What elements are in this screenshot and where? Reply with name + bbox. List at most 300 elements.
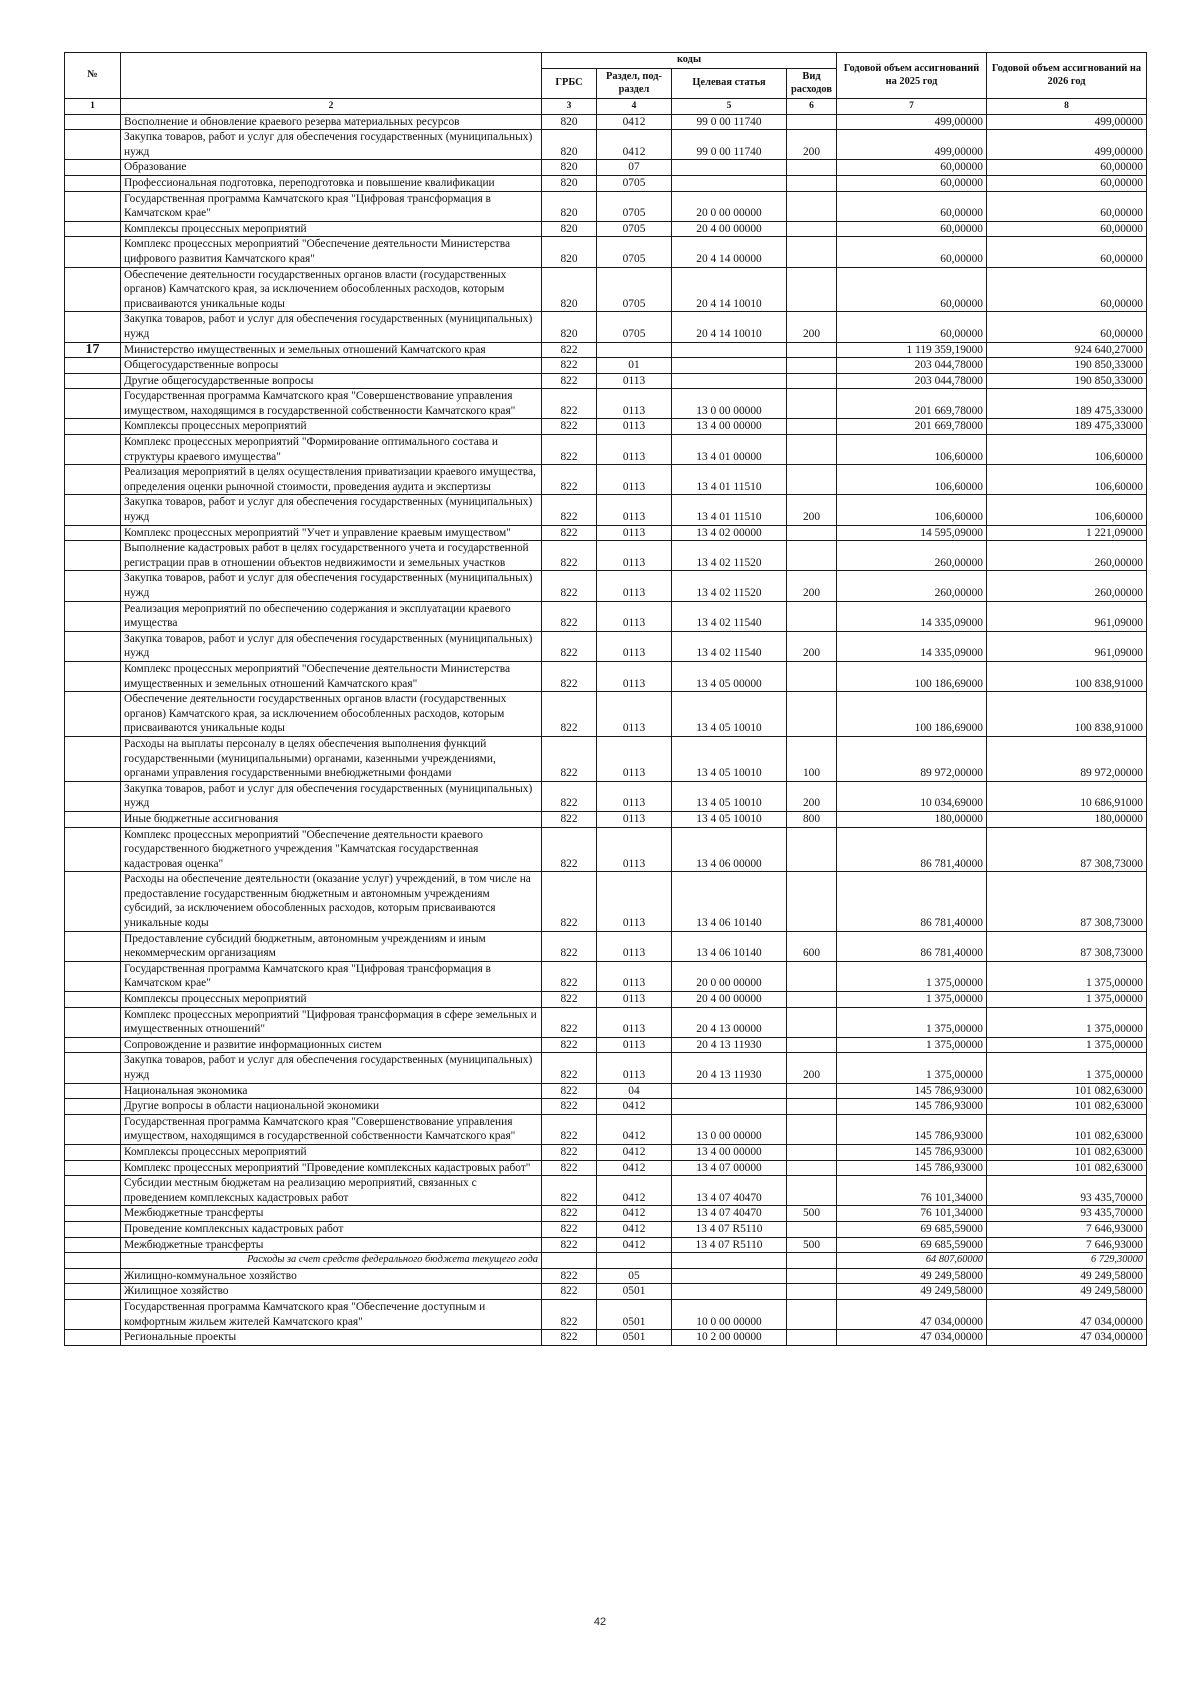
section-code: 0412 (597, 130, 672, 160)
section-code: 0705 (597, 267, 672, 312)
row-number (65, 1330, 121, 1346)
target-article-code: 13 4 06 10140 (672, 931, 787, 961)
grbs-code: 822 (542, 1299, 597, 1329)
grbs-code: 822 (542, 811, 597, 827)
table-row (65, 237, 1147, 267)
amount-2025: 1 375,00000 (837, 961, 987, 991)
target-article-code: 99 0 00 11740 (672, 114, 787, 130)
grbs-code: 822 (542, 992, 597, 1008)
expense-name: Государственная программа Камчатского края "Цифровая трансформация в Камчатском крае" (121, 191, 542, 221)
expense-type-code (787, 1253, 837, 1269)
amount-2026: 1 375,00000 (987, 961, 1147, 991)
target-article-code: 13 4 02 11540 (672, 601, 787, 631)
expense-type-code (787, 1299, 837, 1329)
expense-name: Расходы на выплаты персоналу в целях обеспечения выполнения функций государственными (муниципальными) органами, казенными учреждениями, органами управления государственными внебюджетными фондами (121, 736, 542, 781)
section-code: 0113 (597, 601, 672, 631)
expense-name: Национальная экономика (121, 1083, 542, 1099)
row-number (65, 465, 121, 495)
col-index: 6 (787, 99, 837, 115)
amount-2026: 60,00000 (987, 160, 1147, 176)
budget-sheet (64, 52, 1146, 1346)
section-code: 0705 (597, 191, 672, 221)
amount-2026: 106,60000 (987, 435, 1147, 465)
amount-2026: 60,00000 (987, 175, 1147, 191)
amount-2025: 106,60000 (837, 495, 987, 525)
target-article-code: 20 4 14 00000 (672, 237, 787, 267)
expense-name: Расходы за счет средств федерального бюджета текущего года (121, 1253, 542, 1269)
row-number (65, 1268, 121, 1284)
target-article-code: 20 0 00 00000 (672, 191, 787, 221)
amount-2026: 101 082,63000 (987, 1083, 1147, 1099)
expense-type-code (787, 237, 837, 267)
table-row (65, 811, 1147, 827)
section-code: 0113 (597, 495, 672, 525)
target-article-code (672, 1083, 787, 1099)
amount-2026: 101 082,63000 (987, 1144, 1147, 1160)
expense-name: Образование (121, 160, 542, 176)
expense-type-code: 200 (787, 781, 837, 811)
amount-2025: 69 685,59000 (837, 1237, 987, 1253)
row-number (65, 601, 121, 631)
col-index: 3 (542, 99, 597, 115)
section-code: 0113 (597, 373, 672, 389)
expense-type-code: 200 (787, 495, 837, 525)
grbs-code: 822 (542, 495, 597, 525)
target-article-code (672, 342, 787, 358)
amount-2025: 86 781,40000 (837, 872, 987, 931)
table-row (65, 373, 1147, 389)
table-row (65, 827, 1147, 872)
expense-type-code: 200 (787, 312, 837, 342)
amount-2025: 89 972,00000 (837, 736, 987, 781)
expense-name: Закупка товаров, работ и услуг для обеспечения государственных (муниципальных) нужд (121, 571, 542, 601)
row-number (65, 389, 121, 419)
amount-2026: 1 221,09000 (987, 525, 1147, 541)
amount-2025: 499,00000 (837, 130, 987, 160)
header-target: Целевая статья (672, 69, 787, 99)
amount-2026: 190 850,33000 (987, 373, 1147, 389)
row-number (65, 961, 121, 991)
expense-type-code (787, 1037, 837, 1053)
row-number (65, 495, 121, 525)
expense-name: Государственная программа Камчатского края "Обеспечение доступным и комфортным жильем жителей Камчатского края" (121, 1299, 542, 1329)
expense-type-code (787, 1160, 837, 1176)
target-article-code: 13 4 00 00000 (672, 1144, 787, 1160)
grbs-code: 822 (542, 342, 597, 358)
expense-name: Выполнение кадастровых работ в целях государственного учета и государственной регистрации прав в отношении объектов недвижимости и земельных участков (121, 541, 542, 571)
table-row (65, 1007, 1147, 1037)
grbs-code: 822 (542, 1330, 597, 1346)
section-code: 0412 (597, 114, 672, 130)
row-number (65, 571, 121, 601)
expense-name: Профессиональная подготовка, переподготовка и повышение квалификации (121, 175, 542, 191)
expense-type-code (787, 175, 837, 191)
table-row (65, 1160, 1147, 1176)
section-code: 0501 (597, 1299, 672, 1329)
target-article-code: 13 4 05 00000 (672, 661, 787, 691)
row-number (65, 419, 121, 435)
amount-2026: 180,00000 (987, 811, 1147, 827)
row-number (65, 1083, 121, 1099)
table-row (65, 1083, 1147, 1099)
expense-name: Комплексы процессных мероприятий (121, 221, 542, 237)
amount-2025: 60,00000 (837, 237, 987, 267)
amount-2025: 1 119 359,19000 (837, 342, 987, 358)
amount-2025: 47 034,00000 (837, 1330, 987, 1346)
col-index: 4 (597, 99, 672, 115)
section-code: 0113 (597, 435, 672, 465)
expense-type-code (787, 342, 837, 358)
amount-2025: 60,00000 (837, 175, 987, 191)
row-number (65, 1206, 121, 1222)
table-row (65, 872, 1147, 931)
row-number (65, 1221, 121, 1237)
amount-2025: 499,00000 (837, 114, 987, 130)
target-article-code: 20 4 00 00000 (672, 992, 787, 1008)
grbs-code: 820 (542, 267, 597, 312)
section-code: 0113 (597, 692, 672, 737)
expense-type-code (787, 1083, 837, 1099)
section-code: 0113 (597, 736, 672, 781)
row-number (65, 1114, 121, 1144)
grbs-code: 822 (542, 571, 597, 601)
expense-type-code: 800 (787, 811, 837, 827)
section-code: 0412 (597, 1144, 672, 1160)
expense-name: Министерство имущественных и земельных отношений Камчатского края (121, 342, 542, 358)
target-article-code: 20 0 00 00000 (672, 961, 787, 991)
amount-2026: 47 034,00000 (987, 1299, 1147, 1329)
expense-type-code (787, 601, 837, 631)
expense-name: Комплексы процессных мероприятий (121, 992, 542, 1008)
row-number (65, 267, 121, 312)
amount-2025: 145 786,93000 (837, 1160, 987, 1176)
row-number (65, 435, 121, 465)
grbs-code: 822 (542, 1037, 597, 1053)
grbs-code: 822 (542, 1237, 597, 1253)
grbs-code: 822 (542, 1114, 597, 1144)
expense-name: Субсидии местным бюджетам на реализацию мероприятий, связанных с проведением комплексных кадастровых работ (121, 1176, 542, 1206)
amount-2025: 203 044,78000 (837, 358, 987, 374)
expense-name: Государственная программа Камчатского края "Цифровая трансформация в Камчатском крае" (121, 961, 542, 991)
expense-type-code (787, 692, 837, 737)
amount-2025: 49 249,58000 (837, 1284, 987, 1300)
target-article-code: 20 4 14 10010 (672, 312, 787, 342)
target-article-code (672, 1253, 787, 1269)
target-article-code (672, 1268, 787, 1284)
amount-2025: 49 249,58000 (837, 1268, 987, 1284)
expense-name: Региональные проекты (121, 1330, 542, 1346)
expense-name: Реализация мероприятий в целях осуществления приватизации краевого имущества, определения оценки рыночной стоимости, проведения аудита и экспертизы (121, 465, 542, 495)
amount-2025: 14 595,09000 (837, 525, 987, 541)
row-number (65, 1007, 121, 1037)
target-article-code: 13 4 01 11510 (672, 465, 787, 495)
header-name-blank (121, 53, 542, 99)
header-2026: Годовой объем ассигнований на 2026 год (987, 53, 1147, 99)
amount-2025: 260,00000 (837, 571, 987, 601)
expense-type-code (787, 419, 837, 435)
row-number (65, 661, 121, 691)
row-number (65, 631, 121, 661)
expense-name: Проведение комплексных кадастровых работ (121, 1221, 542, 1237)
section-code: 0501 (597, 1284, 672, 1300)
amount-2025: 180,00000 (837, 811, 987, 827)
amount-2025: 260,00000 (837, 541, 987, 571)
amount-2025: 106,60000 (837, 435, 987, 465)
amount-2026: 499,00000 (987, 130, 1147, 160)
expense-type-code: 500 (787, 1237, 837, 1253)
expense-type-code: 500 (787, 1206, 837, 1222)
table-row (65, 267, 1147, 312)
expense-name: Обеспечение деятельности государственных органов власти (государственных органов) Камчатского края, за исключением обособленных расходов, которым присваиваются уникальные коды (121, 267, 542, 312)
grbs-code: 820 (542, 130, 597, 160)
table-row (65, 525, 1147, 541)
row-number (65, 175, 121, 191)
expense-type-code (787, 389, 837, 419)
amount-2026: 93 435,70000 (987, 1176, 1147, 1206)
expense-type-code (787, 1330, 837, 1346)
row-number (65, 872, 121, 931)
target-article-code: 13 4 07 00000 (672, 1160, 787, 1176)
grbs-code: 822 (542, 1083, 597, 1099)
section-code: 0113 (597, 992, 672, 1008)
grbs-code: 822 (542, 1160, 597, 1176)
amount-2026: 60,00000 (987, 191, 1147, 221)
amount-2025: 47 034,00000 (837, 1299, 987, 1329)
amount-2025: 145 786,93000 (837, 1099, 987, 1115)
amount-2025: 201 669,78000 (837, 389, 987, 419)
expense-type-code (787, 1268, 837, 1284)
expense-type-code (787, 1099, 837, 1115)
row-number (65, 373, 121, 389)
amount-2026: 190 850,33000 (987, 358, 1147, 374)
grbs-code: 822 (542, 931, 597, 961)
table-row (65, 1237, 1147, 1253)
amount-2025: 76 101,34000 (837, 1206, 987, 1222)
amount-2026: 924 640,27000 (987, 342, 1147, 358)
target-article-code: 13 4 05 10010 (672, 736, 787, 781)
row-number (65, 811, 121, 827)
header-2025: Годовой объем ассигнований на 2025 год (837, 53, 987, 99)
row-number (65, 1160, 121, 1176)
expense-type-code (787, 827, 837, 872)
table-row (65, 571, 1147, 601)
row-number (65, 1284, 121, 1300)
target-article-code: 13 4 02 11520 (672, 541, 787, 571)
expense-type-code (787, 191, 837, 221)
expense-name: Обеспечение деятельности государственных органов власти (государственных органов) Камчатского края, за исключением обособленных расходов, которым присваиваются уникальные коды (121, 692, 542, 737)
expense-name: Комплекс процессных мероприятий "Цифровая трансформация в сфере земельных и имущественных отношений" (121, 1007, 542, 1037)
amount-2026: 89 972,00000 (987, 736, 1147, 781)
grbs-code: 820 (542, 221, 597, 237)
grbs-code: 822 (542, 661, 597, 691)
section-code: 0113 (597, 781, 672, 811)
row-number (65, 827, 121, 872)
table-row (65, 1299, 1147, 1329)
expense-name: Жилищное хозяйство (121, 1284, 542, 1300)
section-code: 0412 (597, 1176, 672, 1206)
amount-2026: 260,00000 (987, 541, 1147, 571)
table-row (65, 631, 1147, 661)
grbs-code: 822 (542, 827, 597, 872)
amount-2026: 106,60000 (987, 465, 1147, 495)
amount-2026: 87 308,73000 (987, 872, 1147, 931)
row-number (65, 221, 121, 237)
table-row (65, 781, 1147, 811)
grbs-code: 822 (542, 1284, 597, 1300)
target-article-code: 20 4 13 00000 (672, 1007, 787, 1037)
amount-2026: 189 475,33000 (987, 389, 1147, 419)
expense-type-code: 200 (787, 571, 837, 601)
row-number (65, 736, 121, 781)
table-row (65, 541, 1147, 571)
amount-2026: 961,09000 (987, 601, 1147, 631)
target-article-code: 13 4 05 10010 (672, 811, 787, 827)
amount-2025: 60,00000 (837, 312, 987, 342)
table-row (65, 1037, 1147, 1053)
amount-2026: 49 249,58000 (987, 1268, 1147, 1284)
section-code: 0113 (597, 961, 672, 991)
section-code: 0412 (597, 1099, 672, 1115)
table-row (65, 692, 1147, 737)
grbs-code: 822 (542, 358, 597, 374)
amount-2025: 100 186,69000 (837, 692, 987, 737)
amount-2025: 14 335,09000 (837, 601, 987, 631)
section-code: 0113 (597, 811, 672, 827)
expense-name: Межбюджетные трансферты (121, 1237, 542, 1253)
expense-type-code (787, 1114, 837, 1144)
grbs-code: 822 (542, 601, 597, 631)
grbs-code: 822 (542, 631, 597, 661)
target-article-code: 13 4 06 00000 (672, 827, 787, 872)
grbs-code: 822 (542, 541, 597, 571)
amount-2025: 203 044,78000 (837, 373, 987, 389)
expense-name: Закупка товаров, работ и услуг для обеспечения государственных (муниципальных) нужд (121, 1053, 542, 1083)
section-code: 0113 (597, 827, 672, 872)
amount-2025: 145 786,93000 (837, 1114, 987, 1144)
expense-name: Жилищно-коммунальное хозяйство (121, 1268, 542, 1284)
section-code: 01 (597, 358, 672, 374)
amount-2026: 1 375,00000 (987, 1007, 1147, 1037)
table-row (65, 961, 1147, 991)
grbs-code: 822 (542, 1268, 597, 1284)
amount-2026: 87 308,73000 (987, 827, 1147, 872)
table-row (65, 419, 1147, 435)
section-code: 0113 (597, 1053, 672, 1083)
amount-2026: 7 646,93000 (987, 1237, 1147, 1253)
row-number (65, 312, 121, 342)
expense-name: Расходы на обеспечение деятельности (оказание услуг) учреждений, в том числе на предоставление государственным бюджетным и автономным учреждениям субсидий, за исключением обособленных расходов, которым присваиваются уникальные коды (121, 872, 542, 931)
table-row (65, 1330, 1147, 1346)
amount-2026: 87 308,73000 (987, 931, 1147, 961)
section-code: 0113 (597, 541, 672, 571)
expense-type-code (787, 1221, 837, 1237)
grbs-code: 820 (542, 191, 597, 221)
expense-type-code: 200 (787, 631, 837, 661)
expense-type-code (787, 267, 837, 312)
section-code: 0412 (597, 1237, 672, 1253)
table-row (65, 1253, 1147, 1269)
row-number (65, 114, 121, 130)
amount-2025: 60,00000 (837, 221, 987, 237)
amount-2025: 86 781,40000 (837, 931, 987, 961)
section-code: 0113 (597, 631, 672, 661)
section-code: 0113 (597, 661, 672, 691)
grbs-code: 822 (542, 435, 597, 465)
expense-type-code (787, 1284, 837, 1300)
row-number (65, 191, 121, 221)
target-article-code (672, 1099, 787, 1115)
grbs-code (542, 1253, 597, 1269)
col-index: 8 (987, 99, 1147, 115)
grbs-code: 822 (542, 1176, 597, 1206)
grbs-code: 822 (542, 419, 597, 435)
section-code: 04 (597, 1083, 672, 1099)
table-row (65, 175, 1147, 191)
expense-name: Реализация мероприятий по обеспечению содержания и эксплуатации краевого имущества (121, 601, 542, 631)
amount-2026: 961,09000 (987, 631, 1147, 661)
row-number (65, 1037, 121, 1053)
row-number (65, 130, 121, 160)
target-article-code: 13 4 02 11540 (672, 631, 787, 661)
expense-name: Комплекс процессных мероприятий "Обеспечение деятельности краевого государственного бюджетного учреждения "Камчатская государственная кадастровая оценка" (121, 827, 542, 872)
grbs-code: 822 (542, 961, 597, 991)
table-row (65, 1206, 1147, 1222)
expense-type-code (787, 373, 837, 389)
header-grbs: ГРБС (542, 69, 597, 99)
section-code (597, 342, 672, 358)
target-article-code: 13 0 00 00000 (672, 389, 787, 419)
table-row (65, 1053, 1147, 1083)
table-row (65, 931, 1147, 961)
target-article-code: 13 4 07 40470 (672, 1176, 787, 1206)
grbs-code: 822 (542, 1206, 597, 1222)
target-article-code: 13 4 05 10010 (672, 781, 787, 811)
target-article-code: 13 4 01 11510 (672, 495, 787, 525)
amount-2025: 1 375,00000 (837, 1007, 987, 1037)
target-article-code: 20 4 14 10010 (672, 267, 787, 312)
expense-type-code (787, 872, 837, 931)
grbs-code: 822 (542, 872, 597, 931)
expense-type-code (787, 358, 837, 374)
row-number (65, 237, 121, 267)
row-number (65, 931, 121, 961)
row-number (65, 525, 121, 541)
expense-name: Комплекс процессных мероприятий "Проведение комплексных кадастровых работ" (121, 1160, 542, 1176)
amount-2025: 86 781,40000 (837, 827, 987, 872)
grbs-code: 822 (542, 1144, 597, 1160)
amount-2026: 100 838,91000 (987, 661, 1147, 691)
grbs-code: 822 (542, 736, 597, 781)
target-article-code: 13 4 05 10010 (672, 692, 787, 737)
section-code: 0705 (597, 312, 672, 342)
amount-2025: 60,00000 (837, 160, 987, 176)
expense-name: Комплексы процессных мероприятий (121, 419, 542, 435)
table-row (65, 358, 1147, 374)
expense-name: Закупка товаров, работ и услуг для обеспечения государственных (муниципальных) нужд (121, 495, 542, 525)
expense-type-code: 100 (787, 736, 837, 781)
target-article-code (672, 1284, 787, 1300)
amount-2026: 93 435,70000 (987, 1206, 1147, 1222)
expense-name: Восполнение и обновление краевого резерва материальных ресурсов (121, 114, 542, 130)
target-article-code: 20 4 13 11930 (672, 1053, 787, 1083)
section-code: 07 (597, 160, 672, 176)
amount-2026: 1 375,00000 (987, 1037, 1147, 1053)
table-row (65, 342, 1147, 358)
amount-2025: 145 786,93000 (837, 1144, 987, 1160)
amount-2026: 60,00000 (987, 312, 1147, 342)
amount-2026: 260,00000 (987, 571, 1147, 601)
amount-2025: 145 786,93000 (837, 1083, 987, 1099)
